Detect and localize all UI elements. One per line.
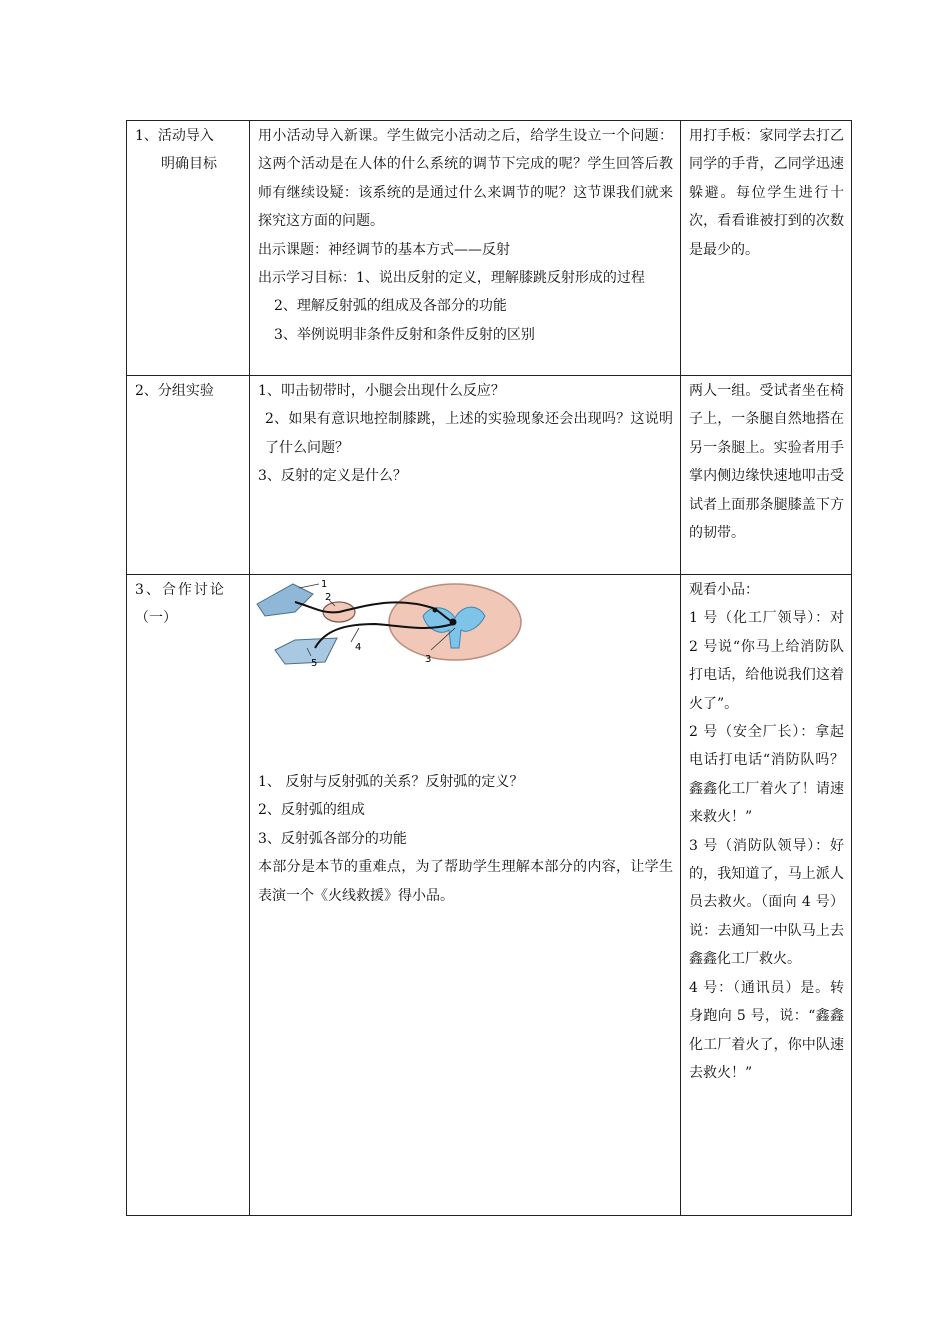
content-paragraph: 2、如果有意识地控制膝跳，上述的实验现象还会出现吗？这说明了什么问题？ — [265, 411, 673, 456]
figure-label: 2 — [325, 592, 332, 603]
content-cell — [250, 376, 681, 575]
content-paragraph: 出示课题：神经调节的基本方式——反射 — [258, 241, 510, 258]
content-paragraph: 2、反射弧的组成 — [258, 802, 365, 819]
table-row — [127, 575, 852, 1216]
notes-cell — [681, 575, 852, 1216]
notes-cell — [681, 121, 852, 376]
content-cell — [250, 575, 681, 1216]
step-cell — [127, 575, 250, 1216]
step-title: 3、合作讨论 — [135, 582, 226, 598]
table-row — [127, 121, 852, 376]
content-paragraph: 3、举例说明非条件反射和条件反射的区别 — [274, 326, 535, 343]
figure-label: 4 — [355, 642, 362, 653]
content-paragraph: 1、叩击韧带时，小腿会出现什么反应？ — [258, 383, 505, 399]
content-paragraph: 用小活动导入新课。学生做完小活动之后，给学生设立一个问题：这两个活动是在人体的什么系统的调节下完成的呢？学生回答后教师有继续设疑：该系统的是通过什么来调节的呢？这节课我们就来探究这方面的问题。 — [258, 128, 673, 230]
notes-paragraph: 两人一组。受试者坐在椅子上，一条腿自然地搭在另一条腿上。实验者用手掌内侧边缘快速地叩击受试者上面那条腿膝盖下方的韧带。 — [689, 383, 844, 542]
notes-paragraph: 1 号（化工厂领导）：对 2 号说“你马上给消防队打电话，给他说我们这着火了”。 — [689, 610, 844, 712]
figure-label: 3 — [425, 654, 432, 665]
step-cell — [127, 376, 250, 575]
notes-paragraph: 2 号（安全厂长）：拿起电话打电话“消防队吗？鑫鑫化工厂着火了！请速来救火！” — [689, 724, 844, 826]
reflex-arc-illustration — [255, 578, 527, 670]
step-title: 2、分组实验 — [135, 383, 214, 399]
content-paragraph: 本部分是本节的重难点，为了帮助学生理解本部分的内容，让学生表演一个《火线救援》得小品。 — [258, 859, 673, 904]
content-cell — [250, 121, 681, 376]
lesson-plan-table — [126, 120, 852, 1216]
notes-paragraph: 用打手板：家同学去打乙同学的手背，乙同学迅速躲避。每位学生进行十次，看看谁被打到的次数是最少的。 — [689, 128, 844, 258]
notes-cell — [681, 376, 852, 575]
notes-paragraph: 3 号（消防队领导）：好的，我知道了，马上派人员去救火。（面向 4 号）说：去通知一中队马上去鑫鑫化工厂救火。 — [689, 837, 844, 968]
receptor-icon — [257, 584, 313, 616]
figure-label: 1 — [321, 579, 328, 590]
content-paragraph: 3、反射的定义是什么？ — [258, 468, 407, 485]
synapse-icon — [450, 619, 457, 626]
reflex-arc-diagram — [255, 578, 527, 670]
table-row — [127, 376, 852, 575]
effector-icon — [275, 638, 337, 664]
content-paragraph: 出示学习目标：1、说出反射的定义，理解膝跳反射形成的过程 — [258, 270, 645, 287]
step-title: 1、活动导入 — [135, 128, 214, 144]
step-subtitle: （一） — [135, 610, 177, 627]
content-paragraph: 1、 反射与反射弧的关系？反射弧的定义？ — [258, 774, 524, 790]
step-cell — [127, 121, 250, 376]
step-subtitle: 明确目标 — [161, 156, 217, 173]
figure-label: 5 — [311, 658, 318, 669]
content-paragraph: 3、反射弧各部分的功能 — [258, 830, 407, 847]
content-paragraph: 2、理解反射弧的组成及各部分的功能 — [274, 298, 507, 315]
notes-paragraph: 4 号：（通讯员）是。转身跑向 5 号，说：“鑫鑫化工厂着火了，你中队速去救火！” — [689, 979, 844, 1081]
notes-paragraph: 观看小品： — [689, 582, 759, 598]
